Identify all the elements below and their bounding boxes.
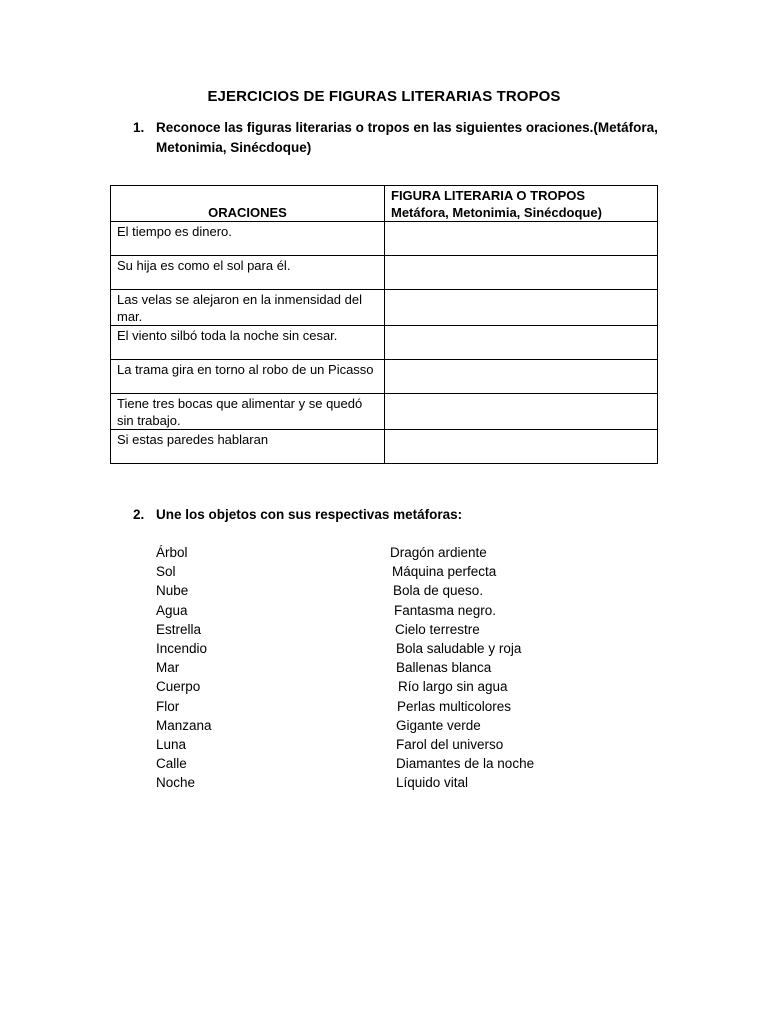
objects-list <box>156 543 356 792</box>
sentence-cell: El tiempo es dinero. <box>111 222 385 256</box>
question-2-text: Une los objetos con sus respectivas metáforas: <box>156 507 463 522</box>
header-figura-line2: Metáfora, Metonimia, Sinécdoque) <box>391 205 602 220</box>
table-row <box>111 256 658 290</box>
sentence-cell: Si estas paredes hablaran <box>111 430 385 464</box>
answer-cell[interactable] <box>385 394 658 430</box>
metaphor-item[interactable]: Diamantes de la noche <box>396 756 535 772</box>
header-figura <box>385 186 658 222</box>
answer-cell[interactable] <box>385 222 658 256</box>
table-row <box>111 222 658 256</box>
question-2-number: 2. <box>133 507 145 522</box>
object-item[interactable]: Nube <box>156 583 189 599</box>
sentence-cell: El viento silbó toda la noche sin cesar. <box>111 326 385 360</box>
sentence-cell: Tiene tres bocas que alimentar y se quedó sin trabajo. <box>111 394 385 430</box>
object-item[interactable]: Luna <box>156 736 187 752</box>
metaphor-item[interactable]: Gigante verde <box>396 717 481 733</box>
metaphor-item[interactable]: Líquido vital <box>396 775 469 791</box>
metaphor-item[interactable]: Farol del universo <box>396 736 504 752</box>
object-item[interactable]: Calle <box>156 756 187 772</box>
object-item[interactable]: Cuerpo <box>156 679 201 695</box>
object-item[interactable]: Agua <box>156 602 188 618</box>
sentence-cell: Las velas se alejaron en la inmensidad del mar. <box>111 290 385 326</box>
sentence-cell: La trama gira en torno al robo de un Picasso <box>111 360 385 394</box>
object-item[interactable]: Noche <box>156 775 196 791</box>
question-1-number: 1. <box>133 120 145 135</box>
exercise-table <box>110 185 658 464</box>
object-item[interactable]: Sol <box>156 564 176 580</box>
metaphor-item[interactable]: Bola saludable y roja <box>396 640 522 656</box>
answer-cell[interactable] <box>385 360 658 394</box>
metaphor-item[interactable]: Bola de queso. <box>393 583 484 599</box>
metaphor-item[interactable]: Máquina perfecta <box>392 564 497 580</box>
object-item[interactable]: Estrella <box>156 621 202 637</box>
question-1-text: Reconoce las figuras literarias o tropos en las siguientes oraciones.(Metáfora, Metonimia, Sinécdoque) <box>156 120 658 155</box>
metaphor-item[interactable]: Fantasma negro. <box>394 602 497 618</box>
sentence-cell: Su hija es como el sol para él. <box>111 256 385 290</box>
metaphor-item[interactable]: Dragón ardiente <box>390 545 487 560</box>
answer-cell[interactable] <box>385 326 658 360</box>
header-figura-line1: FIGURA LITERARIA O TROPOS <box>391 188 586 203</box>
object-item[interactable]: Árbol <box>156 545 188 560</box>
object-item[interactable]: Flor <box>156 698 180 714</box>
table-row <box>111 430 658 464</box>
metaphor-item[interactable]: Cielo terrestre <box>395 621 480 637</box>
object-item[interactable]: Incendio <box>156 640 208 656</box>
header-oraciones: ORACIONES <box>111 186 385 222</box>
answer-cell[interactable] <box>385 290 658 326</box>
metaphors-list <box>390 543 640 792</box>
object-item[interactable]: Manzana <box>156 717 212 733</box>
metaphor-item[interactable]: Perlas multicolores <box>397 698 512 714</box>
question-2 <box>133 505 462 525</box>
question-1 <box>133 118 673 158</box>
object-item[interactable]: Mar <box>156 660 180 676</box>
metaphor-item[interactable]: Río largo sin agua <box>398 679 508 695</box>
answer-cell[interactable] <box>385 256 658 290</box>
table-row <box>111 326 658 360</box>
table-row <box>111 360 658 394</box>
table-row <box>111 394 658 430</box>
metaphor-item[interactable]: Ballenas blanca <box>396 660 492 676</box>
table-row <box>111 290 658 326</box>
answer-cell[interactable] <box>385 430 658 464</box>
document-title: EJERCICIOS DE FIGURAS LITERARIAS TROPOS <box>207 88 561 105</box>
table-header-row <box>111 186 658 222</box>
